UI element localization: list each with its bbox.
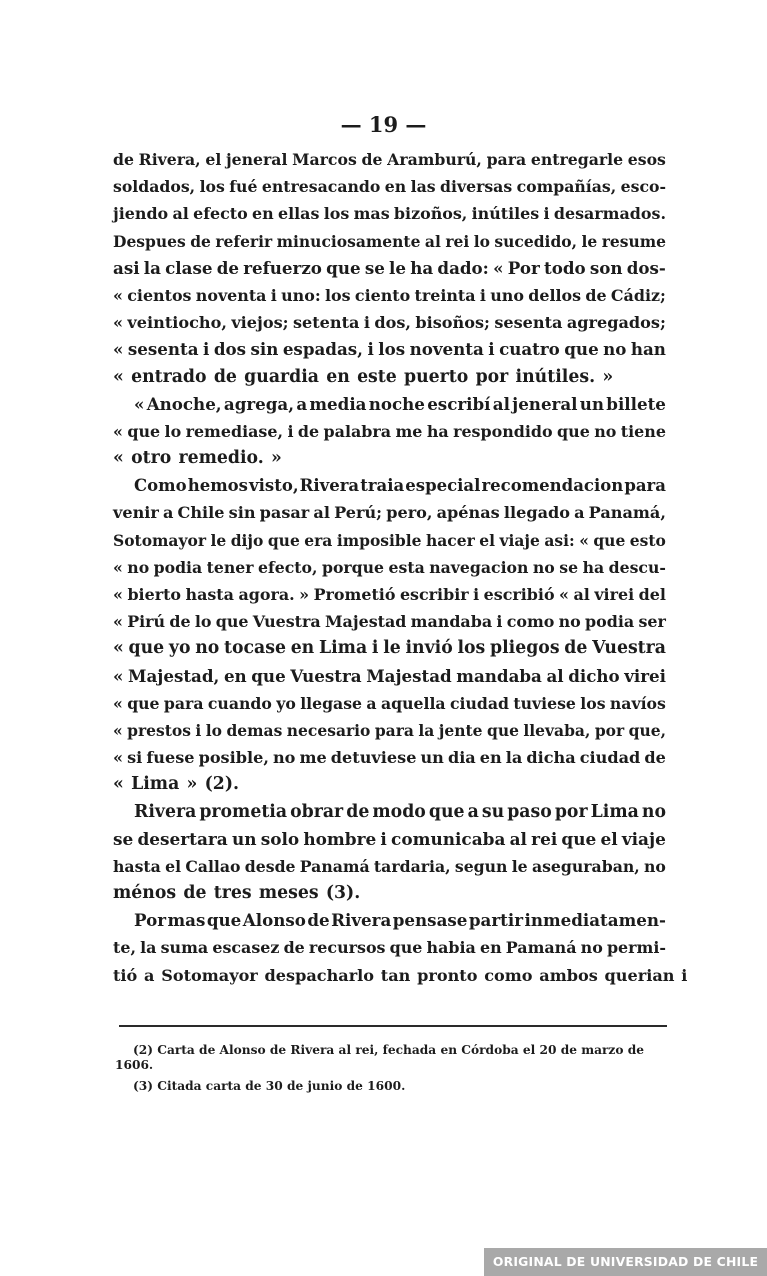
text-line: te, la suma escasez de recursos que habia en Pamaná no permi- [113, 938, 666, 958]
text-line: se desertara un solo hombre i comunicaba al rei que el viaje [113, 828, 666, 849]
text-line: « Lima » (2). [113, 774, 240, 795]
text-line: asi la clase de refuerzo que se le ha dado: « Por todo son dos- [113, 257, 666, 278]
page-number: — 19 — [340, 112, 427, 137]
text-line: « Pirú de lo que Vuestra Majestad mandaba i como no podia ser [113, 612, 666, 632]
text-line: « que yo no tocase en Lima i le invió los pliegos de Vuestra [113, 638, 666, 659]
text-line: « otro remedio. » [113, 448, 282, 469]
text-line: jiendo al efecto en ellas los mas bizoños, inútiles i desarmados. [113, 204, 666, 224]
text-line: « si fuese posible, no me detuviese un dia en la dicha ciudad de [113, 748, 666, 768]
text-line: tió a Sotomayor despacharlo tan pronto como ambos querian i [113, 965, 688, 985]
footnotes [115, 1043, 668, 1100]
text-line: Por mas que Alonso de Rivera pensase partir inmediatamen- [134, 910, 666, 931]
text-line: Rivera prometia obrar de modo que a su paso por Lima no [134, 801, 666, 822]
text-line: « no podia tener efecto, porque esta navegacion no se ha descu- [113, 557, 666, 577]
text-line: « que lo remediase, i de palabra me ha respondido que no tiene [113, 421, 666, 441]
text-line: « bierto hasta agora. » Prometió escribir i escribió « al virei del [113, 585, 666, 604]
text-line: Despues de referir minuciosamente al rei lo sucedido, le resume [113, 231, 666, 251]
text-line: venir a Chile sin pasar al Perú; pero, apénas llegado a Panamá, [113, 503, 666, 523]
text-line: « prestos i lo demas necesario para la jente que llevaba, por que, [113, 720, 666, 740]
text-line: « sesenta i dos sin espadas, i los noventa i cuatro que no han [113, 339, 666, 360]
text-line: soldados, los fué entresacando en las diversas compañías, esco- [113, 177, 666, 197]
footnote-rule [119, 1025, 667, 1027]
text-line: ménos de tres meses (3). [113, 883, 361, 904]
footnote: (2) Carta de Alonso de Rivera al rei, fechada en Córdoba el 20 de marzo de 1606. [115, 1043, 644, 1072]
text-line: « cientos noventa i uno: los ciento treinta i uno dellos de Cádiz; [113, 285, 666, 305]
footnote: (3) Citada carta de 30 de junio de 1600. [133, 1079, 406, 1093]
text-line: hasta el Callao desde Panamá tardaria, segun le aseguraban, no [113, 856, 666, 876]
text-line: « veintiocho, viejos; setenta i dos, bisoños; sesenta agregados; [113, 313, 666, 333]
watermark: ORIGINAL DE UNIVERSIDAD DE CHILE [484, 1248, 767, 1276]
text-line: « Anoche, agrega, a media noche escribí al jeneral un billete [134, 393, 666, 414]
text-line: Sotomayor le dijo que era imposible hacer el viaje asi: « que esto [113, 530, 666, 550]
body-text [113, 146, 688, 989]
text-line: de Rivera, el jeneral Marcos de Aramburú, para entregarle esos [113, 150, 666, 169]
text-line: « entrado de guardia en este puerto por inútiles. » [113, 366, 614, 387]
text-line: « que para cuando yo llegase a aquella ciudad tuviese los navíos [113, 693, 666, 713]
text-line: « Majestad, en que Vuestra Majestad mandaba al dicho virei [113, 665, 666, 686]
text-line: Como hemos visto, Rivera traia especial recomendacion para [134, 476, 666, 496]
